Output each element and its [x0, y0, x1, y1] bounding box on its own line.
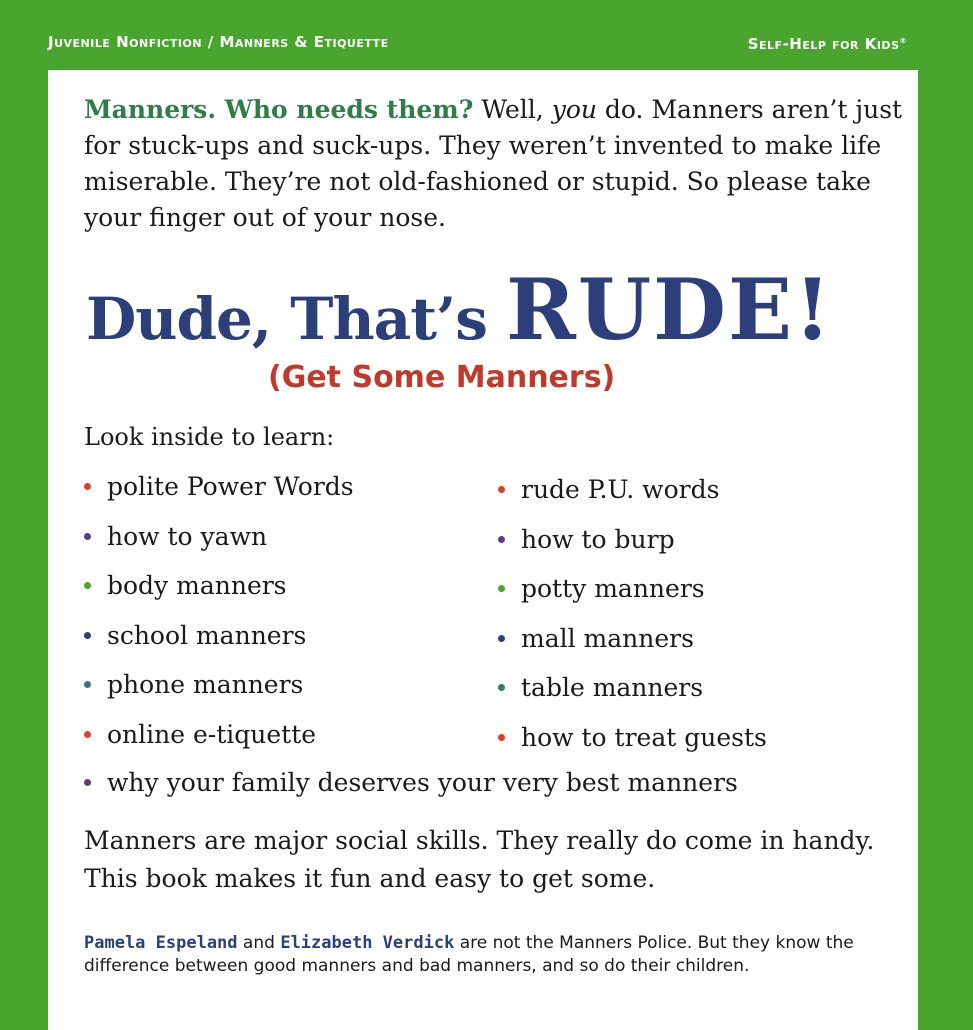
series-name: Self-Help for Kids — [747, 35, 900, 53]
author-blurb — [84, 932, 904, 978]
list-item — [84, 462, 354, 512]
author-text: are not the Manners Police. But they know the difference between good manners and bad manners, and so do their children. — [84, 933, 854, 976]
bullet-icon — [84, 779, 91, 786]
book-subtitle: (Get Some Manners) — [268, 360, 616, 395]
list-item-text: table manners — [521, 673, 704, 703]
list-item-text: how to yawn — [107, 521, 268, 551]
list-item — [84, 611, 354, 661]
list-item-text: why your family deserves your very best manners — [107, 768, 738, 798]
bullet-icon — [498, 734, 505, 741]
bullet-icon — [84, 731, 91, 738]
bullet-icon — [84, 533, 91, 540]
cover-header-band — [0, 0, 973, 70]
bullet-icon — [84, 632, 91, 639]
bullet-icon — [498, 684, 505, 691]
author-joiner: and — [237, 933, 281, 953]
list-item-text: phone manners — [107, 670, 304, 700]
intro-emphasis: you — [551, 95, 597, 124]
list-item-text: online e-tiquette — [107, 719, 317, 749]
title-part-2: RUDE! — [506, 260, 833, 359]
closing-paragraph: Manners are major social skills. They really do come in handy. This book makes it fun and easy to get some. — [84, 826, 875, 893]
topics-list-wide — [84, 758, 738, 808]
list-item-text: how to treat guests — [521, 722, 767, 752]
look-inside-heading: Look inside to learn: — [84, 423, 335, 451]
bullet-icon — [84, 483, 91, 490]
list-item-text: potty manners — [521, 574, 705, 604]
registered-mark: ® — [899, 37, 907, 45]
bullet-icon — [84, 582, 91, 589]
list-item — [84, 710, 354, 760]
list-item — [498, 614, 767, 664]
intro-text-1: Well, — [473, 95, 552, 124]
list-item — [498, 713, 767, 763]
list-item-text: school manners — [107, 620, 307, 650]
intro-lead: Manners. Who needs them? — [84, 95, 474, 124]
bullet-icon — [498, 585, 505, 592]
topics-list-right — [498, 465, 767, 762]
topics-list-left — [84, 462, 354, 759]
list-item — [498, 564, 767, 614]
list-item-text: rude P.U. words — [521, 475, 720, 505]
list-item — [84, 660, 354, 710]
list-item — [84, 758, 738, 808]
list-item — [84, 512, 354, 562]
bullet-icon — [84, 681, 91, 688]
list-item — [498, 663, 767, 713]
bullet-icon — [498, 486, 505, 493]
list-item-text: body manners — [107, 571, 287, 601]
bullet-icon — [498, 635, 505, 642]
series-label — [748, 35, 907, 53]
intro-paragraph — [84, 92, 904, 236]
list-item-text: mall manners — [521, 623, 694, 653]
list-item — [498, 515, 767, 565]
list-item — [498, 465, 767, 515]
author-name-1: Pamela Espeland — [84, 933, 238, 953]
category-label: Juvenile Nonfiction / Manners & Etiquette — [48, 33, 389, 51]
list-item-text: how to burp — [521, 524, 675, 554]
book-title — [86, 260, 906, 359]
list-item — [84, 561, 354, 611]
title-part-1: Dude, That’s — [86, 285, 507, 353]
author-name-2: Elizabeth Verdick — [280, 933, 455, 953]
list-item-text: polite Power Words — [107, 472, 354, 502]
bullet-icon — [498, 536, 505, 543]
back-cover-panel — [48, 70, 918, 1030]
intro-text-2: do. Manners aren’t just for stuck-ups and suck-ups. They weren’t invented to make life miserable. They’re not old-fashioned or stupid. So please take your finger out of your nose. — [84, 95, 903, 232]
